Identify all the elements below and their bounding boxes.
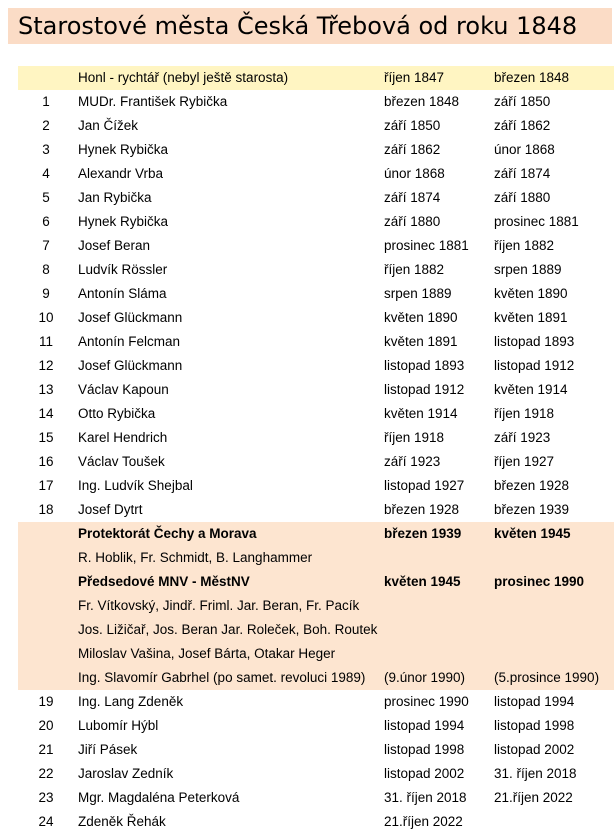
table-row	[18, 426, 614, 450]
term-start: listopad 1912	[384, 382, 465, 397]
term-end: prosinec 1990	[494, 574, 585, 589]
mayor-name: Ing. Slavomír Gabrhel (po samet. revoluci 1989)	[78, 670, 366, 685]
mayor-name: Hynek Rybička	[78, 142, 169, 157]
mayor-name: Jos. Ližičař, Jos. Beran Jar. Roleček, Boh. Routek	[78, 622, 378, 637]
table-row	[18, 162, 614, 186]
row-number: 6	[42, 214, 50, 229]
row-number: 7	[42, 238, 50, 253]
table-row	[18, 786, 614, 810]
term-end: květen 1945	[494, 526, 571, 541]
table-row	[18, 738, 614, 762]
table-row	[18, 306, 614, 330]
mayors-table	[18, 66, 614, 834]
term-start: září 1923	[384, 454, 441, 469]
term-end: říjen 1882	[494, 238, 555, 253]
mayor-name: R. Hoblik, Fr. Schmidt, B. Langhammer	[78, 550, 313, 565]
term-end: březen 1928	[494, 478, 570, 493]
term-start: prosinec 1881	[384, 238, 469, 253]
mayor-name: Antonín Sláma	[78, 286, 167, 301]
table-row	[18, 234, 614, 258]
mayor-name: Mgr. Magdaléna Peterková	[78, 790, 240, 805]
mayor-name: Václav Toušek	[78, 454, 165, 469]
term-end: listopad 2002	[494, 742, 575, 757]
row-number: 12	[38, 358, 54, 373]
table-row	[18, 570, 614, 594]
mayor-name: Ludvík Rössler	[78, 262, 168, 277]
term-end: říjen 1918	[494, 406, 555, 421]
row-number: 9	[42, 286, 50, 301]
term-start: květen 1891	[384, 334, 458, 349]
title-banner	[8, 8, 612, 44]
term-end: září 1874	[494, 166, 551, 181]
term-start: březen 1939	[384, 526, 462, 541]
mayor-name: Karel Hendrich	[78, 430, 168, 445]
term-end: únor 1868	[494, 142, 555, 157]
table-row	[18, 186, 614, 210]
mayor-name: Jan Čížek	[78, 118, 139, 133]
table-row	[18, 642, 614, 666]
mayor-name: Hynek Rybička	[78, 214, 169, 229]
row-number: 22	[38, 766, 54, 781]
mayor-name: Předsedové MNV - MěstNV	[78, 574, 250, 589]
term-start: říjen 1882	[384, 262, 445, 277]
row-number: 18	[38, 502, 54, 517]
table-row	[18, 378, 614, 402]
row-number: 5	[42, 190, 50, 205]
term-end: březen 1939	[494, 502, 570, 517]
term-start: březen 1848	[384, 94, 460, 109]
row-number: 4	[42, 166, 50, 181]
term-start: květen 1914	[384, 406, 458, 421]
row-number: 21	[38, 742, 54, 757]
term-end: listopad 1893	[494, 334, 575, 349]
row-number: 8	[42, 262, 50, 277]
mayor-name: Protektorát Čechy a Morava	[78, 526, 257, 541]
mayor-name: Ing. Ludvík Shejbal	[78, 478, 193, 493]
row-number: 2	[42, 118, 50, 133]
mayor-name: Václav Kapoun	[78, 382, 169, 397]
mayor-name: Josef Dytrt	[78, 502, 143, 517]
term-start: květen 1890	[384, 310, 458, 325]
row-number: 15	[38, 430, 54, 445]
term-start: listopad 1998	[384, 742, 465, 757]
term-start: 21.říjen 2022	[384, 814, 463, 829]
term-end: květen 1914	[494, 382, 568, 397]
term-start: únor 1868	[384, 166, 445, 181]
row-number: 17	[38, 478, 54, 493]
term-end: květen 1890	[494, 286, 568, 301]
term-start: září 1874	[384, 190, 441, 205]
term-end: září 1880	[494, 190, 551, 205]
mayor-name: Jan Rybička	[78, 190, 152, 205]
term-end: srpen 1889	[494, 262, 562, 277]
row-number: 19	[38, 694, 54, 709]
row-number: 20	[38, 718, 54, 733]
table-row	[18, 138, 614, 162]
term-start: listopad 1994	[384, 718, 465, 733]
term-start: říjen 1918	[384, 430, 445, 445]
table-row	[18, 594, 614, 618]
table-row	[18, 522, 614, 546]
term-end: listopad 1912	[494, 358, 575, 373]
table-row	[18, 66, 614, 90]
term-start: září 1862	[384, 142, 441, 157]
row-number: 14	[38, 406, 54, 421]
table-row	[18, 354, 614, 378]
term-start: (9.únor 1990)	[384, 670, 466, 685]
term-end: září 1862	[494, 118, 551, 133]
table-row	[18, 450, 614, 474]
term-end: říjen 1927	[494, 454, 555, 469]
term-start: květen 1945	[384, 574, 461, 589]
term-end: (5.prosince 1990)	[494, 670, 600, 685]
mayor-name: Josef Beran	[78, 238, 151, 253]
term-start: říjen 1847	[384, 70, 445, 85]
term-end: květen 1891	[494, 310, 568, 325]
mayor-name: MUDr. František Rybička	[78, 94, 228, 109]
mayor-name: Josef Glückmann	[78, 358, 183, 373]
table-row	[18, 258, 614, 282]
row-number: 11	[38, 334, 53, 349]
term-start: prosinec 1990	[384, 694, 469, 709]
table-row	[18, 114, 614, 138]
term-start: březen 1928	[384, 502, 460, 517]
mayor-name: Fr. Vítkovský, Jindř. Friml. Jar. Beran, Fr. Pacík	[78, 598, 360, 613]
term-end: září 1850	[494, 94, 551, 109]
table-row	[18, 762, 614, 786]
row-number: 3	[42, 142, 50, 157]
table-row	[18, 330, 614, 354]
table-row	[18, 402, 614, 426]
row-number: 13	[38, 382, 54, 397]
term-end: listopad 1998	[494, 718, 575, 733]
term-start: září 1850	[384, 118, 441, 133]
table-row	[18, 714, 614, 738]
mayor-name: Jaroslav Zedník	[78, 766, 174, 781]
table-row	[18, 690, 614, 714]
page-title: Starostové města Česká Třebová od roku 1848	[18, 12, 578, 40]
table-row	[18, 210, 614, 234]
table-row	[18, 90, 614, 114]
term-end: březen 1848	[494, 70, 570, 85]
row-number: 16	[38, 454, 54, 469]
mayor-name: Honl - rychtář (nebyl ještě starosta)	[78, 70, 289, 85]
table-row	[18, 810, 614, 834]
mayor-name: Zdeněk Řehák	[78, 814, 166, 829]
table-row	[18, 666, 614, 690]
term-end: listopad 1994	[494, 694, 575, 709]
table-row	[18, 546, 614, 570]
mayor-name: Antonín Felcman	[78, 334, 181, 349]
mayor-name: Alexandr Vrba	[78, 166, 164, 181]
mayor-name: Ing. Lang Zdeněk	[78, 694, 184, 709]
term-start: 31. říjen 2018	[384, 790, 467, 805]
table-row	[18, 474, 614, 498]
term-end: září 1923	[494, 430, 551, 445]
term-start: září 1880	[384, 214, 441, 229]
term-end: 21.říjen 2022	[494, 790, 573, 805]
row-number: 23	[38, 790, 54, 805]
mayor-name: Jiří Pásek	[78, 742, 138, 757]
table-row	[18, 282, 614, 306]
mayor-name: Otto Rybička	[78, 406, 156, 421]
mayor-name: Josef Glückmann	[78, 310, 183, 325]
row-number: 10	[38, 310, 54, 325]
row-number: 24	[38, 814, 54, 829]
table-row	[18, 498, 614, 522]
term-start: listopad 1927	[384, 478, 465, 493]
table-row	[18, 618, 614, 642]
term-start: listopad 1893	[384, 358, 465, 373]
mayor-name: Miloslav Vašina, Josef Bárta, Otakar Heger	[78, 646, 336, 661]
term-end: 31. říjen 2018	[494, 766, 577, 781]
term-start: listopad 2002	[384, 766, 465, 781]
term-end: prosinec 1881	[494, 214, 579, 229]
term-start: srpen 1889	[384, 286, 452, 301]
row-number: 1	[42, 94, 50, 109]
mayor-name: Lubomír Hýbl	[78, 718, 159, 733]
